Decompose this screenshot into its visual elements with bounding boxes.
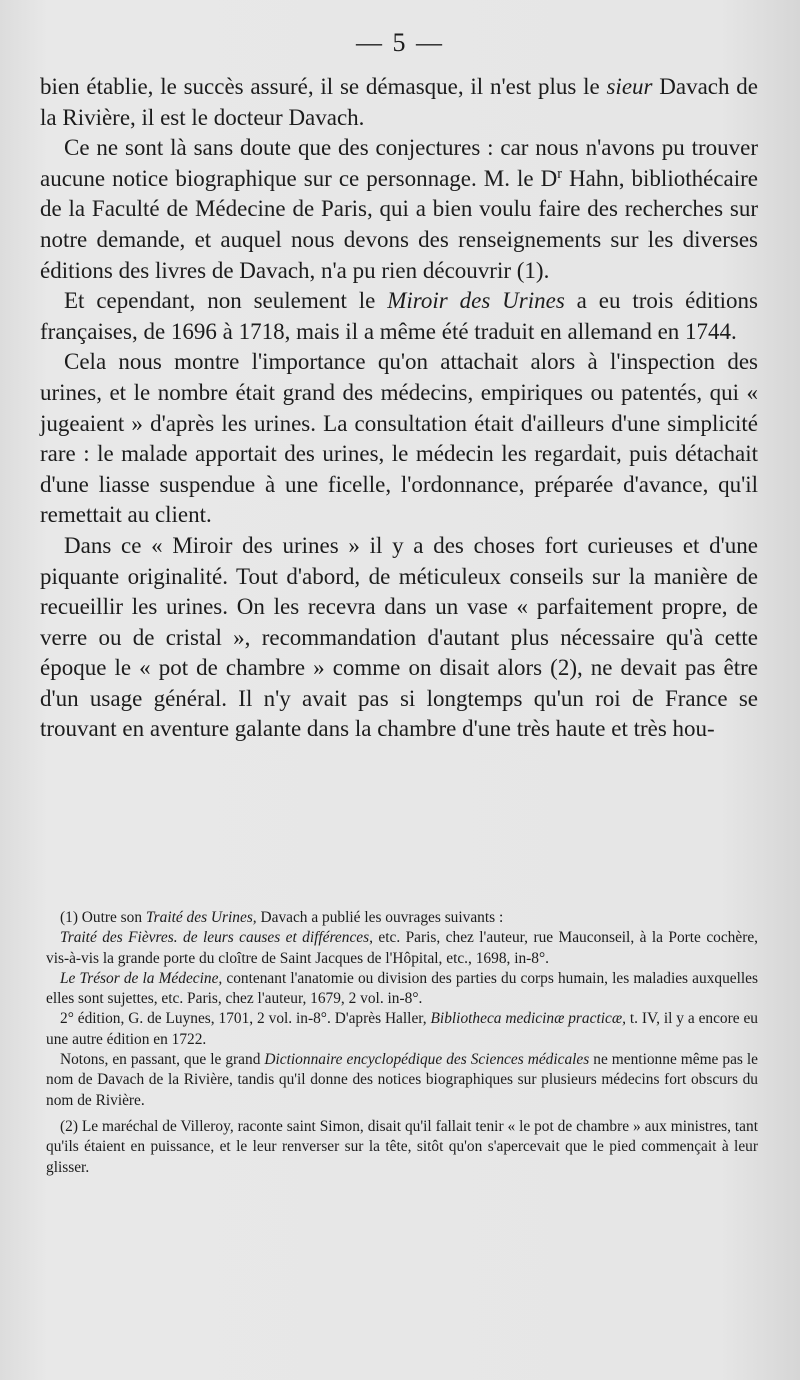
page-number: — 5 —: [356, 28, 444, 57]
footnote-1-item-3: [46, 1009, 758, 1050]
paragraph-2: [40, 133, 758, 286]
italic-run: Miroir des Urines: [387, 288, 565, 314]
paragraph-4: Cela nous montre l'importance qu'on attachait alors à l'inspection des urines, et le nombre était grand des médecins, empiriques ou patentés, qui « jugeaient » d'après les urines. La consultation était d'ailleurs d'une simplicité rare : le malade apportait des urines, le médecin les regardait, puis détachait d'une liasse suspendue à une ficelle, l'ordonnance, préparée d'avance, qu'il remettait au client.: [40, 349, 758, 528]
text-run: (1) Outre son: [60, 909, 146, 926]
italic-run: Bibliotheca medicinæ practicæ,: [430, 1010, 626, 1028]
text-run: etc. Paris, chez l'auteur, rue Mauconseil, à la Porte cochère, vis-à-vis la grande porte du cloître de Saint Jacques de l'Hôpital, etc., 1698, in-8°.: [46, 929, 759, 967]
italic-run: Traité des Urines,: [145, 909, 257, 926]
italic-run: Le Trésor de la Médecine,: [60, 969, 223, 987]
main-text: [40, 72, 758, 745]
text-run: Davach a publié les ouvrages suivants :: [256, 909, 504, 926]
footnote-1: [46, 908, 758, 928]
italic-run: Dictionnaire encyclopédique des Sciences médicales: [264, 1051, 590, 1069]
text-run: Ce ne sont là sans doute que des conjectures : car nous n'avons pu trouver aucune notice biographique sur ce personnage. M. le D: [40, 135, 758, 191]
superscript: r: [557, 165, 562, 182]
text-run: Et cependant, non seulement le: [64, 288, 388, 314]
text-run: contenant l'anatomie ou division des parties du corps humain, les maladies auxquelles elles sont sujettes, etc. Paris, chez l'auteur, 1679, 2 vol. in-8°.: [46, 969, 758, 1008]
text-run: ne mentionne même pas le nom de Davach de la Rivière, tandis qu'il donne des notices biographiques sur plusieurs médecins fort obscurs du nom de Rivière.: [46, 1051, 759, 1109]
text-run: 2° édition, G. de Luynes, 1701, 2 vol. in-8°. D'après Haller,: [60, 1010, 431, 1028]
footnote-1-item-1: [46, 928, 758, 969]
text-run: t. IV, il y a encore eu une autre édition en 1722.: [46, 1010, 759, 1048]
italic-run: Traité des Fièvres. de leurs causes et différences,: [60, 929, 373, 947]
text-run: bien établie, le succès assuré, il se démasque, il n'est plus le: [40, 74, 600, 99]
footnote-2: (2) Le maréchal de Villeroy, raconte saint Simon, disait qu'il fallait tenir « le pot de chambre » aux ministres, tant qu'ils étaient en puissance, et le leur renverser sur la tête, sitôt qu'on s'apercevait que le pied commençait à leur glisser.: [46, 1117, 758, 1176]
footnote-1-item-4: [46, 1050, 758, 1111]
footnote-1-item-2: [46, 969, 758, 1010]
text-run: a eu trois éditions françaises, de 1696 à 1718, mais il a même été traduit en allemand en 1744.: [40, 288, 758, 344]
text-run: Hahn, bibliothécaire de la Faculté de Médecine de Paris, qui a bien voulu faire des recherches sur notre demande, et auquel nous devons des renseignements sur les diverses éditions des livres de Davach, n'a pu rien découvrir (1).: [40, 165, 758, 283]
italic-run: sieur: [606, 74, 653, 99]
paragraph-3: [40, 286, 758, 347]
text-run: Davach de la Rivière, il est le docteur Davach.: [40, 74, 759, 130]
paragraph-1: [40, 72, 758, 133]
text-run: Notons, en passant, que le grand: [60, 1051, 265, 1069]
footnotes: [46, 908, 758, 1178]
paragraph-5: Dans ce « Miroir des urines » il y a des choses fort curieuses et d'une piquante originalité. Tout d'abord, de méticuleux conseils sur la manière de recueillir les urines. On les recevra dans un vase « parfaitement propre, de verre ou de cristal », recommandation d'autant plus nécessaire qu'à cette époque le « pot de chambre » comme on disait alors (2), ne devait pas être d'un usage général. Il n'y avait pas si longtemps qu'un roi de France se trouvant en aventure galante dans la chambre d'une très haute et très hou-: [40, 532, 758, 742]
